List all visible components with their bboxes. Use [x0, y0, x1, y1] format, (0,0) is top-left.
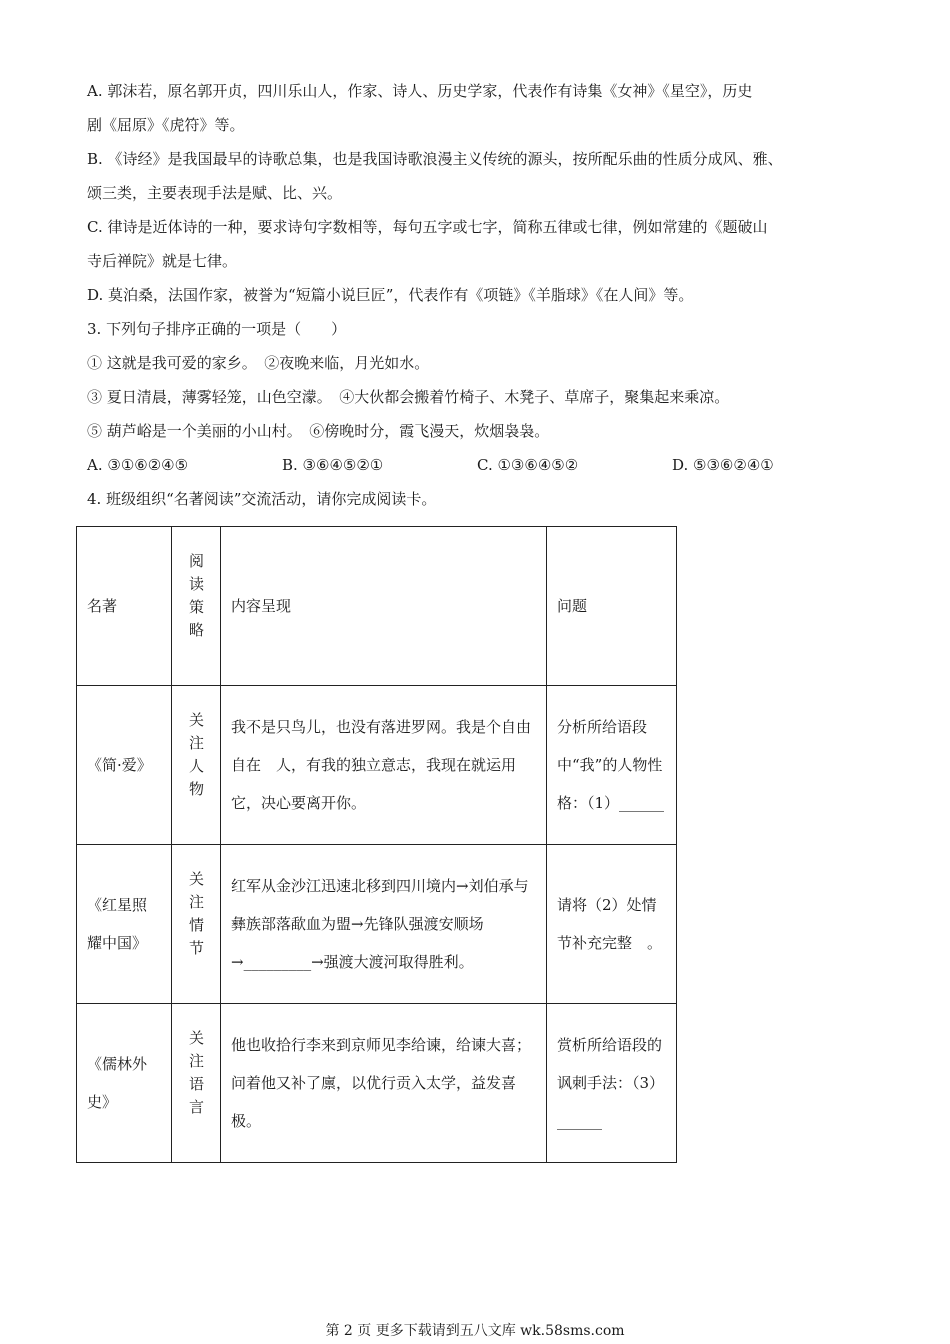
question-cell: 赏析所给语段的讽刺手法：（3）______ — [547, 1004, 677, 1163]
question3-choices — [87, 448, 867, 482]
table-row — [77, 686, 677, 845]
header-strategy: 阅读策略 — [172, 527, 221, 686]
book-title: 《红星照耀中国》 — [77, 845, 172, 1004]
question3-stem: 3. 下列句子排序正确的一项是（ ） — [87, 320, 347, 338]
header-book: 名著 — [77, 527, 172, 686]
reading-card-table — [76, 526, 677, 1163]
option-a-line2: 剧《屈原》《虎符》等。 — [87, 116, 245, 134]
choice-c: C. ①③⑥④⑤② — [477, 456, 579, 474]
question3-sentences-3: ⑤ 葫芦峪是一个美丽的小山村。 ⑥傍晚时分，霞飞漫天，炊烟袅袅。 — [87, 422, 550, 440]
question3-sentences-2: ③ 夏日清晨，薄雾轻笼，山色空濛。 ④大伙都会搬着竹椅子、木凳子、草席子，聚集起来乘凉。 — [87, 388, 730, 406]
header-content: 内容呈现 — [221, 527, 547, 686]
question3-sentences-1: ① 这就是我可爱的家乡。 ②夜晚来临，月光如水。 — [87, 354, 430, 372]
content-excerpt: 他也收拾行李来到京师见李给谏，给谏大喜；问着他又补了廪，以优行贡入太学，益发喜极。 — [221, 1004, 547, 1163]
option-c-line2: 寺后禅院》就是七律。 — [87, 252, 238, 270]
page-footer: 第 2 页 更多下载请到五八文库 wk.58sms.com — [325, 1323, 625, 1339]
choice-b: B. ③⑥④⑤②① — [282, 456, 384, 474]
book-title: 《简·爱》 — [77, 686, 172, 845]
question4-stem: 4. 班级组织“名著阅读”交流活动，请你完成阅读卡。 — [87, 490, 437, 508]
option-d-line1: D. 莫泊桑，法国作家，被誉为“短篇小说巨匠”，代表作有《项链》《羊脂球》《在人间》等。 — [87, 286, 694, 304]
choice-a: A. ③①⑥②④⑤ — [87, 456, 189, 474]
reading-strategy: 关注情节 — [172, 845, 221, 1004]
book-title: 《儒林外史》 — [77, 1004, 172, 1163]
header-question: 问题 — [547, 527, 677, 686]
reading-strategy: 关注人物 — [172, 686, 221, 845]
table-row — [77, 845, 677, 1004]
content-excerpt: 红军从金沙江迅速北移到四川境内→刘伯承与彝族部落歃血为盟→先锋队强渡安顺场→_________→强渡大渡河取得胜利。 — [221, 845, 547, 1004]
option-c-line1: C. 律诗是近体诗的一种，要求诗句字数相等，每句五字或七字，简称五律或七律，例如常建的《题破山 — [87, 218, 768, 236]
content-excerpt: 我不是只鸟儿，也没有落进罗网。我是个自由自在 人，有我的独立意志，我现在就运用它，决心要离开你。 — [221, 686, 547, 845]
choice-d: D. ⑤③⑥②④① — [672, 456, 774, 474]
table-header-row — [77, 527, 677, 686]
exam-body — [87, 74, 867, 516]
table-row — [77, 1004, 677, 1163]
option-b-line2: 颂三类，主要表现手法是赋、比、兴。 — [87, 184, 343, 202]
option-a-line1: A. 郭沫若，原名郭开贞，四川乐山人，作家、诗人、历史学家，代表作有诗集《女神》《星空》，历史 — [87, 82, 753, 100]
option-b-line1: B. 《诗经》是我国最早的诗歌总集，也是我国诗歌浪漫主义传统的源头，按所配乐曲的性质分成风、雅、 — [87, 150, 783, 168]
question-cell: 请将（2）处情节补充完整 。 — [547, 845, 677, 1004]
question-cell: 分析所给语段中“我”的人物性格：（1）______ — [547, 686, 677, 845]
reading-strategy: 关注语言 — [172, 1004, 221, 1163]
